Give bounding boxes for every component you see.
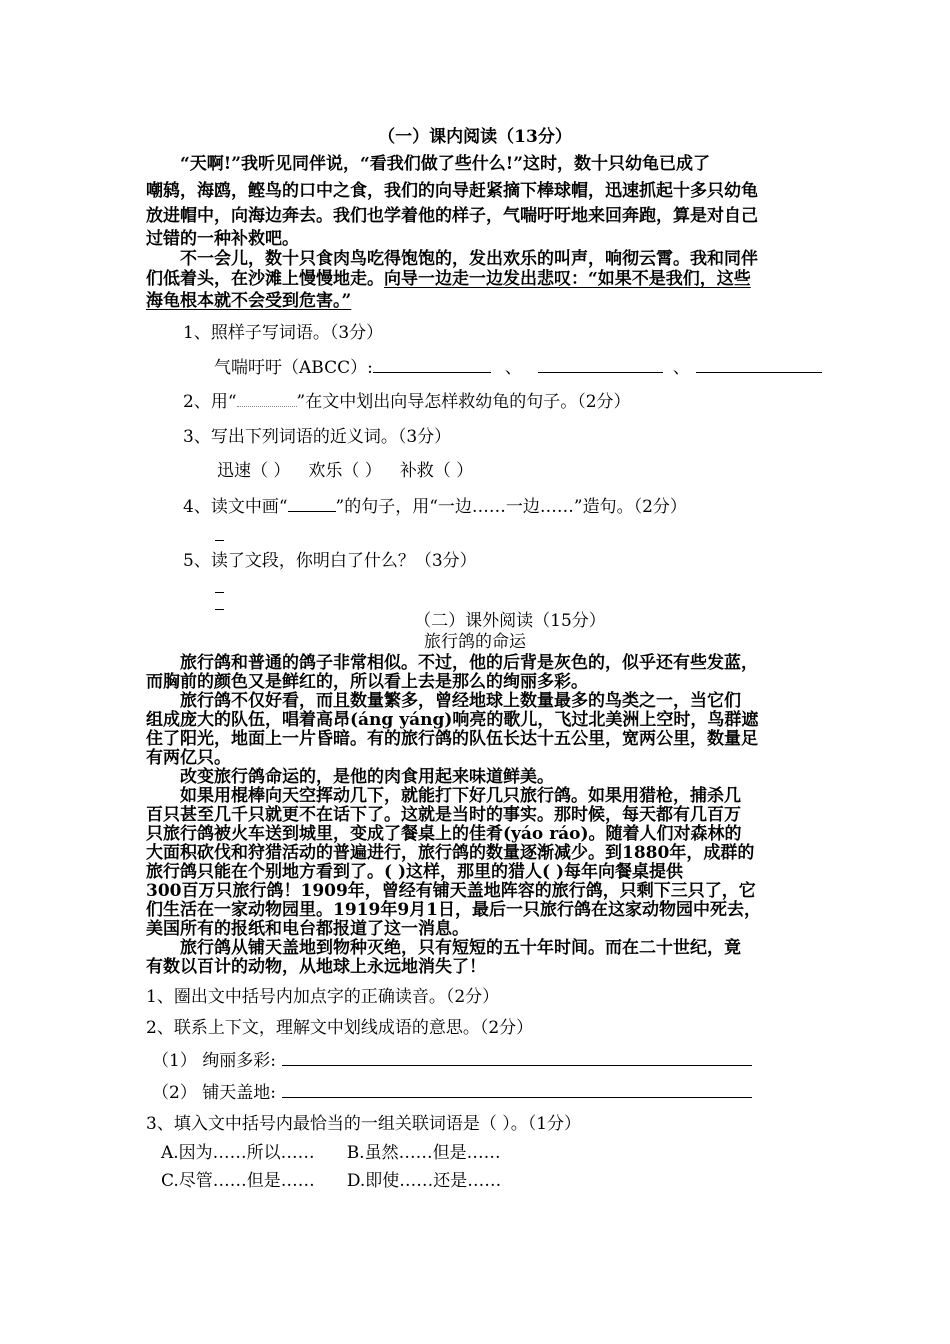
s1-q3-words bbox=[217, 460, 473, 482]
section2-title: （二）课外阅读（15分） bbox=[414, 611, 606, 631]
s2-q3-options-row2 bbox=[161, 1170, 501, 1192]
s2-passage-line: 只旅行鸽被火车送到城里，变成了餐桌上的佳肴(yáo ráo)。随着人们对森林的 bbox=[146, 824, 742, 844]
q4-text-post: ”的句子，用“一边……一边……”造句。（2分） bbox=[335, 497, 687, 517]
s2-passage-line: 旅行鸽只能在个别地方看到了。( )这样，那里的猎人( )每年向餐桌提供 bbox=[146, 862, 684, 882]
s2-passage-line: 组成庞大的队伍，唱着高昂(áng yáng)响亮的歌儿，飞过北美洲上空时，鸟群遮 bbox=[146, 710, 759, 730]
s2-passage-line: 有数以百计的动物，从地球上永远地消失了！ bbox=[146, 957, 486, 977]
option-c[interactable]: C.尽管……但是…… bbox=[161, 1171, 315, 1191]
answer-blank[interactable] bbox=[373, 356, 491, 373]
synonym-item[interactable]: 补救（ ） bbox=[399, 461, 474, 481]
synonym-item[interactable]: 欢乐（ ） bbox=[308, 461, 382, 481]
q4-text-pre: 4、读文中画“ bbox=[183, 497, 288, 517]
q2-item-label: （2） 铺天盖地: bbox=[152, 1083, 276, 1103]
option-b[interactable]: B.虽然……但是…… bbox=[346, 1143, 501, 1163]
s1-passage-text: 们低着头，在沙滩上慢慢地走。 bbox=[146, 269, 384, 289]
s2-passage-line: 旅行鸽不仅好看，而且数量繁多，曾经地球上数量最多的鸟类之一，当它们 bbox=[180, 691, 741, 711]
s1-q1-answer-row bbox=[214, 356, 822, 379]
underlined-sentence: 海龟根本就不会受到危害。” bbox=[146, 291, 352, 311]
q2-item-label: （1） 绚丽多彩: bbox=[152, 1051, 276, 1071]
s1-passage-line: 过错的一种补救吧。 bbox=[146, 229, 299, 249]
s2-q2-item-2 bbox=[152, 1081, 752, 1104]
option-d[interactable]: D.即使……还是…… bbox=[346, 1171, 502, 1191]
s2-question-1: 1、圈出文中括号内加点字的正确读音。（2分） bbox=[146, 987, 500, 1007]
section1-title: （一）课内阅读（13分） bbox=[378, 127, 572, 147]
q1-prompt: 气喘吁吁（ABCC）: bbox=[214, 358, 373, 378]
s1-question-4 bbox=[183, 496, 687, 518]
answer-line[interactable] bbox=[215, 540, 224, 541]
s1-question-2 bbox=[183, 391, 631, 413]
s2-q3-options-row1 bbox=[161, 1142, 501, 1164]
s2-passage-line: 旅行鸽和普通的鸽子非常相似。不过，他的后背是灰色的，似乎还有些发蓝， bbox=[180, 653, 758, 673]
s2-passage-line: 改变旅行鸽命运的，是他的肉食用起来味道鲜美。 bbox=[180, 767, 554, 787]
s2-passage-line: 300百万只旅行鸽！1909年，曾经有铺天盖地阵容的旅行鸽，只剩下三只了，它 bbox=[146, 881, 756, 901]
underline-mark bbox=[288, 499, 336, 512]
answer-blank[interactable] bbox=[538, 356, 663, 373]
answer-line[interactable] bbox=[215, 592, 224, 593]
section2-subtitle: 旅行鸽的命运 bbox=[424, 632, 526, 652]
s2-passage-line: 如果用棍棒向天空挥动几下，就能打下好几只旅行鸽。如果用猎枪，捕杀几 bbox=[180, 786, 741, 806]
s1-passage-line: “天啊!”我听见同伴说，“看我们做了些什么!”这时，数十只幼龟已成了 bbox=[180, 154, 711, 174]
s1-question-3: 3、写出下列词语的近义词。（3分） bbox=[183, 427, 452, 447]
s2-passage-line: 美国所有的报纸和电台都报道了这一消息。 bbox=[146, 919, 469, 939]
q2-text-pre: 2、用“ bbox=[183, 392, 237, 412]
s2-passage-line: 旅行鸽从铺天盖地到物种灭绝，只有短短的五十年时间。而在二十世纪，竟 bbox=[180, 938, 741, 958]
s1-passage-line: 不一会儿，数十只食肉鸟吃得饱饱的，发出欢乐的叫声，响彻云霄。我和同伴 bbox=[180, 249, 758, 269]
underlined-sentence: 向导一边走一边发出悲叹：“如果不是我们，这些 bbox=[384, 269, 751, 289]
answer-blank[interactable] bbox=[282, 1049, 752, 1066]
wavy-line-mark bbox=[237, 396, 297, 407]
s1-passage-line: 放进帽中，向海边奔去。我们也学着他的样子，气喘吁吁地来回奔跑，算是对自己 bbox=[146, 206, 758, 226]
s2-passage-line: 有两亿只。 bbox=[146, 748, 231, 768]
answer-blank[interactable] bbox=[696, 356, 822, 373]
separator: 、 bbox=[672, 358, 690, 378]
answer-blank[interactable] bbox=[282, 1081, 752, 1098]
s2-q2-item-1 bbox=[152, 1049, 752, 1072]
separator: 、 bbox=[504, 358, 522, 378]
option-a[interactable]: A.因为……所以…… bbox=[161, 1143, 315, 1163]
s2-passage-line: 大面积砍伐和狩猎活动的普遍进行，旅行鸽的数量逐渐减少。到1880年，成群的 bbox=[146, 843, 755, 863]
s2-passage-text: 而胸前的颜色又是鲜红的，所以看上去是那么的绚丽多彩。 bbox=[146, 672, 588, 692]
s2-question-3: 3、填入文中括号内最恰当的一组关联词语是（ ）。（1分） bbox=[146, 1114, 582, 1134]
s1-passage-line: 嘲鸫，海鸥，鲣鸟的口中之食，我们的向导赶紧摘下棒球帽，迅速抓起十多只幼龟 bbox=[146, 181, 758, 201]
s1-question-1: 1、照样子写词语。（3分） bbox=[183, 323, 384, 343]
s2-passage-line: 百只甚至几千只就更不在话下了。这就是当时的事实。那时候，每天都有几百万 bbox=[146, 805, 741, 825]
s2-passage-line: 们生活在一家动物园里。1919年9月1日，最后一只旅行鸽在这家动物园中死去， bbox=[146, 900, 761, 920]
s1-question-5: 5、读了文段，你明白了什么？（3分） bbox=[183, 551, 477, 571]
synonym-item[interactable]: 迅速（ ） bbox=[217, 461, 291, 481]
s2-question-2: 2、联系上下文，理解文中划线成语的意思。（2分） bbox=[146, 1018, 534, 1038]
q2-text-post: ”在文中划出向导怎样救幼龟的句子。（2分） bbox=[296, 392, 631, 412]
s2-passage-line: 住了阳光，地面上一片昏暗。有的旅行鸽的队伍长达十五公里，宽两公里，数量足 bbox=[146, 729, 758, 749]
s1-passage-line bbox=[146, 268, 751, 290]
